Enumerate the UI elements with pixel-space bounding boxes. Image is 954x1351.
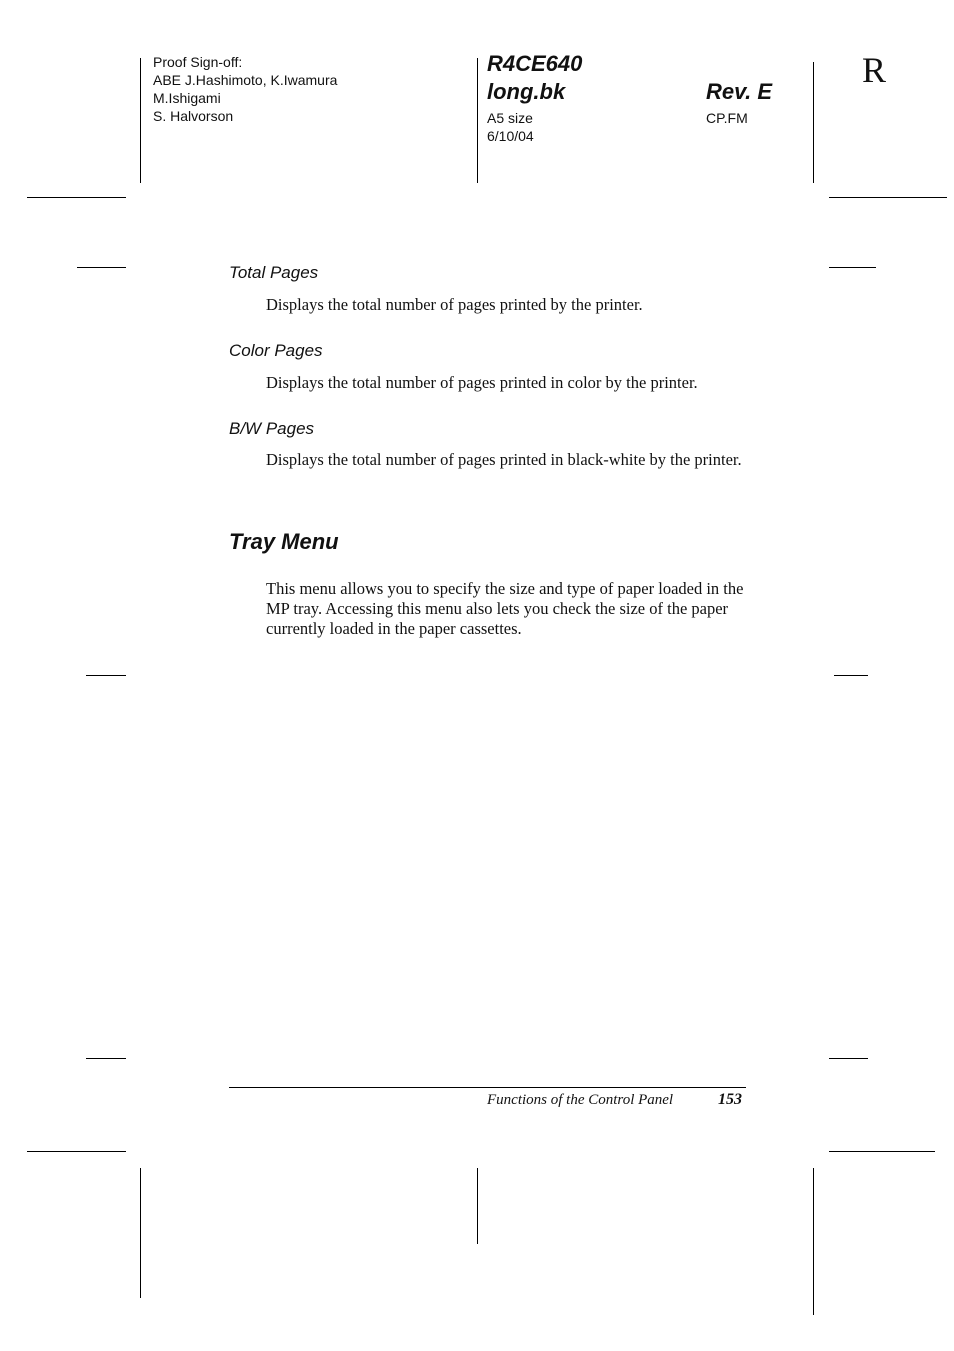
proof-signoff-block: [153, 53, 337, 125]
crop-mark-bottom-right-vertical: [813, 1168, 814, 1315]
date-label: 6/10/04: [487, 128, 534, 144]
crop-mark-top-left-vertical: [140, 58, 141, 183]
document-code: R4CE640: [487, 51, 583, 76]
text-color-pages: Displays the total number of pages printed in color by the printer.: [266, 373, 698, 392]
proof-signoff-line: M.Ishigami: [153, 90, 221, 106]
crop-mark-bottom-center-vertical: [477, 1168, 478, 1244]
trim-mark-upper-right: [829, 267, 876, 268]
proof-signoff-line: Proof Sign-off:: [153, 54, 243, 70]
crop-mark-top-left-horizontal: [27, 197, 126, 198]
text-bw-pages: Displays the total number of pages printed in black-white by the printer.: [266, 450, 742, 469]
proof-signoff-line: S. Halvorson: [153, 108, 234, 124]
trim-mark-lower-left: [86, 1058, 126, 1059]
crop-mark-bottom-left-vertical: [140, 1168, 141, 1298]
heading-color-pages: Color Pages: [229, 341, 323, 360]
book-file-name: long.bk: [487, 79, 566, 104]
text-total-pages: Displays the total number of pages printed by the printer.: [266, 295, 643, 314]
footer-chapter-title: Functions of the Control Panel: [487, 1092, 674, 1108]
heading-total-pages: Total Pages: [229, 263, 319, 282]
trim-mark-upper-left: [77, 267, 126, 268]
proof-signoff-line: ABE J.Hashimoto, K.Iwamura: [153, 72, 338, 88]
heading-bw-pages: B/W Pages: [229, 419, 315, 438]
crop-mark-bottom-left-horizontal: [27, 1151, 126, 1152]
trim-mark-middle-right: [834, 675, 868, 676]
crop-mark-top-center-vertical: [477, 58, 478, 183]
crop-mark-top-right-vertical: [813, 62, 814, 183]
side-letter: R: [862, 50, 887, 90]
text-tray-menu: This menu allows you to specify the size and type of paper loaded in the MP tray. Accessing this menu also lets you check the size of the paper currently loaded in the paper cassettes.: [266, 579, 744, 638]
section-title-tray-menu: Tray Menu: [229, 529, 339, 554]
revision-label: Rev. E: [706, 79, 773, 104]
crop-mark-bottom-right-horizontal: [829, 1151, 935, 1152]
page-size-label: A5 size: [487, 110, 533, 126]
crop-mark-top-right-horizontal: [829, 197, 947, 198]
footer-rule: [229, 1087, 746, 1088]
trim-mark-lower-right: [829, 1058, 868, 1059]
footer-page-number: 153: [718, 1091, 742, 1108]
trim-mark-middle-left: [86, 675, 126, 676]
frame-file-label: CP.FM: [706, 110, 748, 126]
